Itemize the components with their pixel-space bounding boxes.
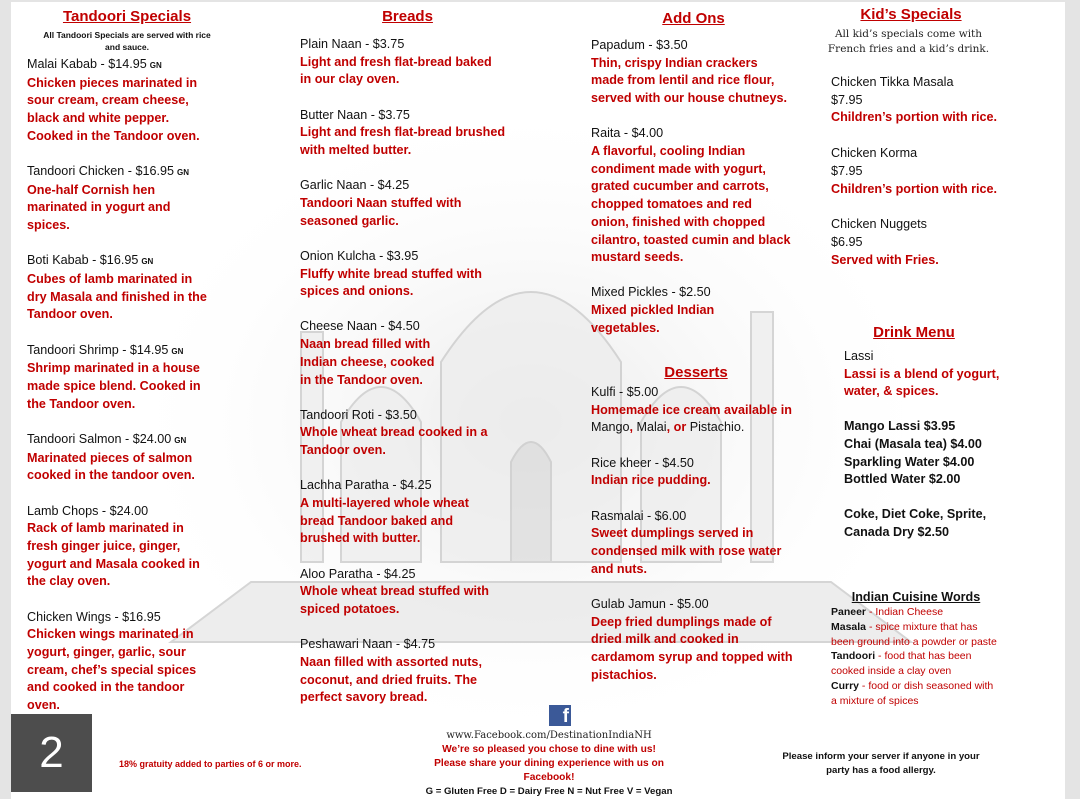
cuisine-words-list (831, 605, 1001, 709)
kids-note: All kid’s specials come with French fries and a kid’s drink. (827, 28, 990, 55)
item-name: Aloo Paratha - $4.25 (300, 566, 416, 581)
kids-specials-section (827, 6, 1001, 287)
add-on-items (591, 37, 796, 338)
item-name: Cheese Naan - $4.50 (300, 319, 420, 334)
item-name (27, 163, 227, 182)
menu-item (300, 107, 515, 160)
item-title: Chicken Wings - $16.95 (27, 609, 161, 624)
share-experience-line: Please share your dining experience with us on Facebook! (434, 758, 664, 783)
menu-item (300, 177, 515, 230)
item-description: Whole wheat bread stuffed with spiced potatoes. (300, 584, 489, 617)
item-name: Mixed Pickles - $2.50 (591, 285, 711, 300)
item-description: Fluffy white bread stuffed with spices and onions. (300, 266, 482, 299)
item-name: Chicken Tikka Masala (831, 75, 954, 89)
kids-items (831, 74, 1001, 269)
item-description: A flavorful, cooling Indian condiment made with yogurt, grated cucumber and carrots, chopped tomatoes and red onion, finished with chopped cilantro, toasted cumin and black mustard seeds. (591, 144, 791, 265)
dietary-tag: GN (174, 435, 187, 445)
lassi-name: Lassi (844, 349, 874, 363)
facebook-icon[interactable]: f (549, 705, 571, 726)
item-name: Raita - $4.00 (591, 126, 664, 141)
tandoori-note: All Tandoori Specials are served with rice and sauce. (43, 30, 211, 52)
menu-page (11, 2, 1065, 799)
item-title: Malai Kabab - $14.95 (27, 57, 147, 71)
word-term: Masala (831, 620, 867, 633)
item-name: Kulfi - $5.00 (591, 385, 659, 399)
desserts-heading: Desserts (664, 364, 728, 381)
item-description: Deep fried dumplings made of dried milk and cooked in cardamom syrup and topped with pistachios. (591, 614, 793, 682)
item-title: Tandoori Salmon - $24.00 (27, 431, 172, 446)
tandoori-specials-heading: Tandoori Specials (62, 8, 192, 25)
item-description: Served with Fries. (831, 252, 939, 267)
word-term: Paneer (831, 606, 867, 618)
menu-item (300, 36, 515, 89)
gratuity-note: 18% gratuity added to parties of 6 or more. (119, 759, 302, 769)
menu-item (591, 455, 801, 490)
item-name: Peshawari Naan - $4.75 (300, 637, 436, 652)
drink-item: Bottled Water $2.00 (844, 472, 961, 487)
breads-heading: Breads (382, 8, 433, 25)
item-name: Gulab Jamun - $5.00 (591, 596, 709, 611)
menu-item (300, 477, 515, 548)
separator: , (629, 420, 637, 435)
word-term: Curry (831, 679, 860, 692)
tandoori-specials-section (27, 8, 227, 732)
word-definition: - Indian Cheese (866, 606, 944, 618)
item-description: Naan bread filled with Indian cheese, cooked in the Tandoor oven. (300, 337, 435, 387)
drink-item: Sparkling Water $4.00 (844, 454, 975, 469)
word-definition: - food or dish seasoned with a mixture of spices (831, 679, 994, 707)
item-title: Boti Kabab - $16.95 (27, 253, 139, 268)
item-price: $7.95 (831, 92, 863, 107)
cuisine-word (831, 605, 1001, 620)
item-description: Shrimp marinated in a house made spice blend. Cooked in the Tandoor oven. (27, 361, 201, 411)
item-name: Tandoori Roti - $3.50 (300, 407, 417, 422)
item-name: Garlic Naan - $4.25 (300, 178, 410, 193)
cuisine-word (831, 620, 1001, 650)
menu-item (300, 636, 515, 707)
item-description: Rack of lamb marinated in fresh ginger juice, ginger, yogurt and Masala cooked in the clay oven. (27, 521, 200, 589)
item-description: Chicken wings marinated in yogurt, ginger, garlic, sour cream, chef’s special spices and cooked in the tandoor oven. (27, 627, 197, 713)
cuisine-words-section (831, 590, 1001, 709)
menu-item (591, 284, 796, 337)
word-definition: - spice mixture that has been ground into a powder or paste (831, 620, 997, 648)
tandoori-items (27, 56, 227, 715)
allergy-note: Please inform your server if anyone in your party has a food allergy. (782, 751, 980, 776)
kulfi-flavor-pistachio: Pistachio. (689, 420, 745, 435)
item-name: Chicken Korma (831, 146, 918, 161)
item-name: Plain Naan - $3.75 (300, 37, 405, 51)
item-name (27, 431, 227, 450)
desserts-section (591, 364, 801, 702)
item-name: Butter Naan - $3.75 (300, 107, 410, 122)
menu-item (27, 252, 227, 324)
item-name (27, 56, 227, 75)
sodas: Coke, Diet Coke, Sprite, Canada Dry $2.50 (844, 506, 987, 539)
item-title: Tandoori Chicken - $16.95 (27, 164, 175, 179)
item-price: $6.95 (831, 234, 863, 249)
dietary-tag: GN (141, 257, 154, 267)
dietary-tag: GN (171, 346, 184, 356)
menu-item (27, 163, 227, 235)
page-number-badge: 2 (11, 714, 92, 792)
item-title: Lamb Chops - $24.00 (27, 503, 149, 518)
cuisine-word (831, 649, 1001, 679)
kids-menu-item (831, 74, 1001, 127)
item-name: Onion Kulcha - $3.95 (300, 248, 419, 263)
item-description: Whole wheat bread cooked in a Tandoor oven. (300, 425, 488, 458)
item-description: A multi-layered whole wheat bread Tandoor baked and brushed with butter. (300, 496, 469, 546)
item-name (27, 503, 227, 521)
breads-section (300, 8, 515, 725)
item-name: Papadum - $3.50 (591, 38, 688, 52)
item-description: Children’s portion with rice. (831, 110, 998, 125)
item-name (27, 252, 227, 271)
facebook-url-link[interactable]: www.Facebook.com/DestinationIndiaNH (446, 730, 652, 741)
item-name (27, 342, 227, 361)
cuisine-words-heading: Indian Cuisine Words (851, 590, 981, 604)
dessert-items (591, 455, 801, 685)
item-title: Tandoori Shrimp - $14.95 (27, 342, 169, 357)
menu-item-kulfi (591, 384, 801, 437)
kids-menu-item (831, 216, 1001, 269)
menu-item (300, 407, 515, 460)
item-description: Sweet dumplings served in condensed milk with rose water and nuts. (591, 526, 782, 576)
item-description: Children’s portion with rice. (831, 181, 998, 196)
item-description: Thin, crispy Indian crackers made from lentil and rice flour, served with our house chutneys. (591, 55, 787, 106)
item-name: Lachha Paratha - $4.25 (300, 478, 432, 493)
item-description: Marinated pieces of salmon cooked in the tandoor oven. (27, 450, 195, 483)
item-name: Rice kheer - $4.50 (591, 455, 694, 470)
kids-specials-heading: Kid’s Specials (860, 6, 962, 23)
footer-center (409, 728, 689, 799)
dietary-tag: GN (149, 61, 162, 70)
menu-item (27, 342, 227, 414)
drink-item: Mango Lassi $3.95 (844, 419, 956, 434)
item-name: Rasmalai - $6.00 (591, 508, 687, 523)
item-description: Light and fresh flat-bread brushed with melted butter. (300, 125, 506, 158)
item-name: Chicken Nuggets (831, 217, 927, 232)
item-description: Mixed pickled Indian vegetables. (591, 303, 715, 335)
drink-menu-section (844, 324, 1044, 541)
menu-item (27, 56, 227, 146)
drink-list (844, 418, 1044, 489)
menu-item (27, 609, 227, 715)
menu-item (591, 37, 796, 108)
menu-item (591, 596, 801, 685)
kulfi-flavor-mango: Mango (591, 420, 630, 435)
word-term: Tandoori (831, 650, 876, 663)
item-name (27, 609, 227, 627)
item-description: Light and fresh flat-bread baked in our clay oven. (300, 54, 492, 87)
bread-items (300, 36, 515, 707)
menu-item (591, 125, 796, 267)
dietary-legend: G = Gluten Free D = Dairy Free N = Nut Free V = Vegan (425, 786, 673, 797)
menu-item (300, 318, 515, 389)
lassi-description: Lassi is a blend of yogurt, water, & spices. (844, 366, 1000, 399)
word-definition: - food that has been cooked inside a clay oven (831, 650, 972, 678)
menu-item (27, 431, 227, 485)
add-ons-section (591, 10, 796, 355)
item-description: Tandoori Naan stuffed with seasoned garlic. (300, 195, 462, 228)
drink-item: Chai (Masala tea) $4.00 (844, 436, 982, 451)
kulfi-desc: Homemade ice cream available in (591, 402, 792, 417)
item-description: Cubes of lamb marinated in dry Masala and finished in the Tandoor oven. (27, 272, 207, 322)
kulfi-flavor-malai: Malai (636, 420, 667, 435)
menu-item (300, 566, 515, 619)
dietary-tag: GN (177, 168, 190, 178)
kids-menu-item (831, 145, 1001, 198)
thank-you-line: We’re so pleased you chose to dine with us! (442, 744, 656, 755)
item-description: Naan filled with assorted nuts, coconut, and dried fruits. The perfect savory bread. (300, 654, 482, 705)
separator: , or (666, 420, 690, 435)
menu-item (27, 503, 227, 592)
item-description (591, 402, 801, 437)
menu-item (300, 248, 515, 301)
item-description: One-half Cornish hen marinated in yogurt and spices. (27, 182, 171, 233)
add-ons-heading: Add Ons (662, 10, 725, 27)
item-description: Indian rice pudding. (591, 473, 711, 488)
cuisine-word (831, 679, 1001, 709)
item-price: $7.95 (831, 163, 863, 178)
item-description: Chicken pieces marinated in sour cream, cream cheese, black and white pepper. Cooked in the Tandoor oven. (27, 75, 200, 143)
menu-item (591, 508, 801, 579)
drink-menu-heading: Drink Menu (873, 324, 955, 341)
